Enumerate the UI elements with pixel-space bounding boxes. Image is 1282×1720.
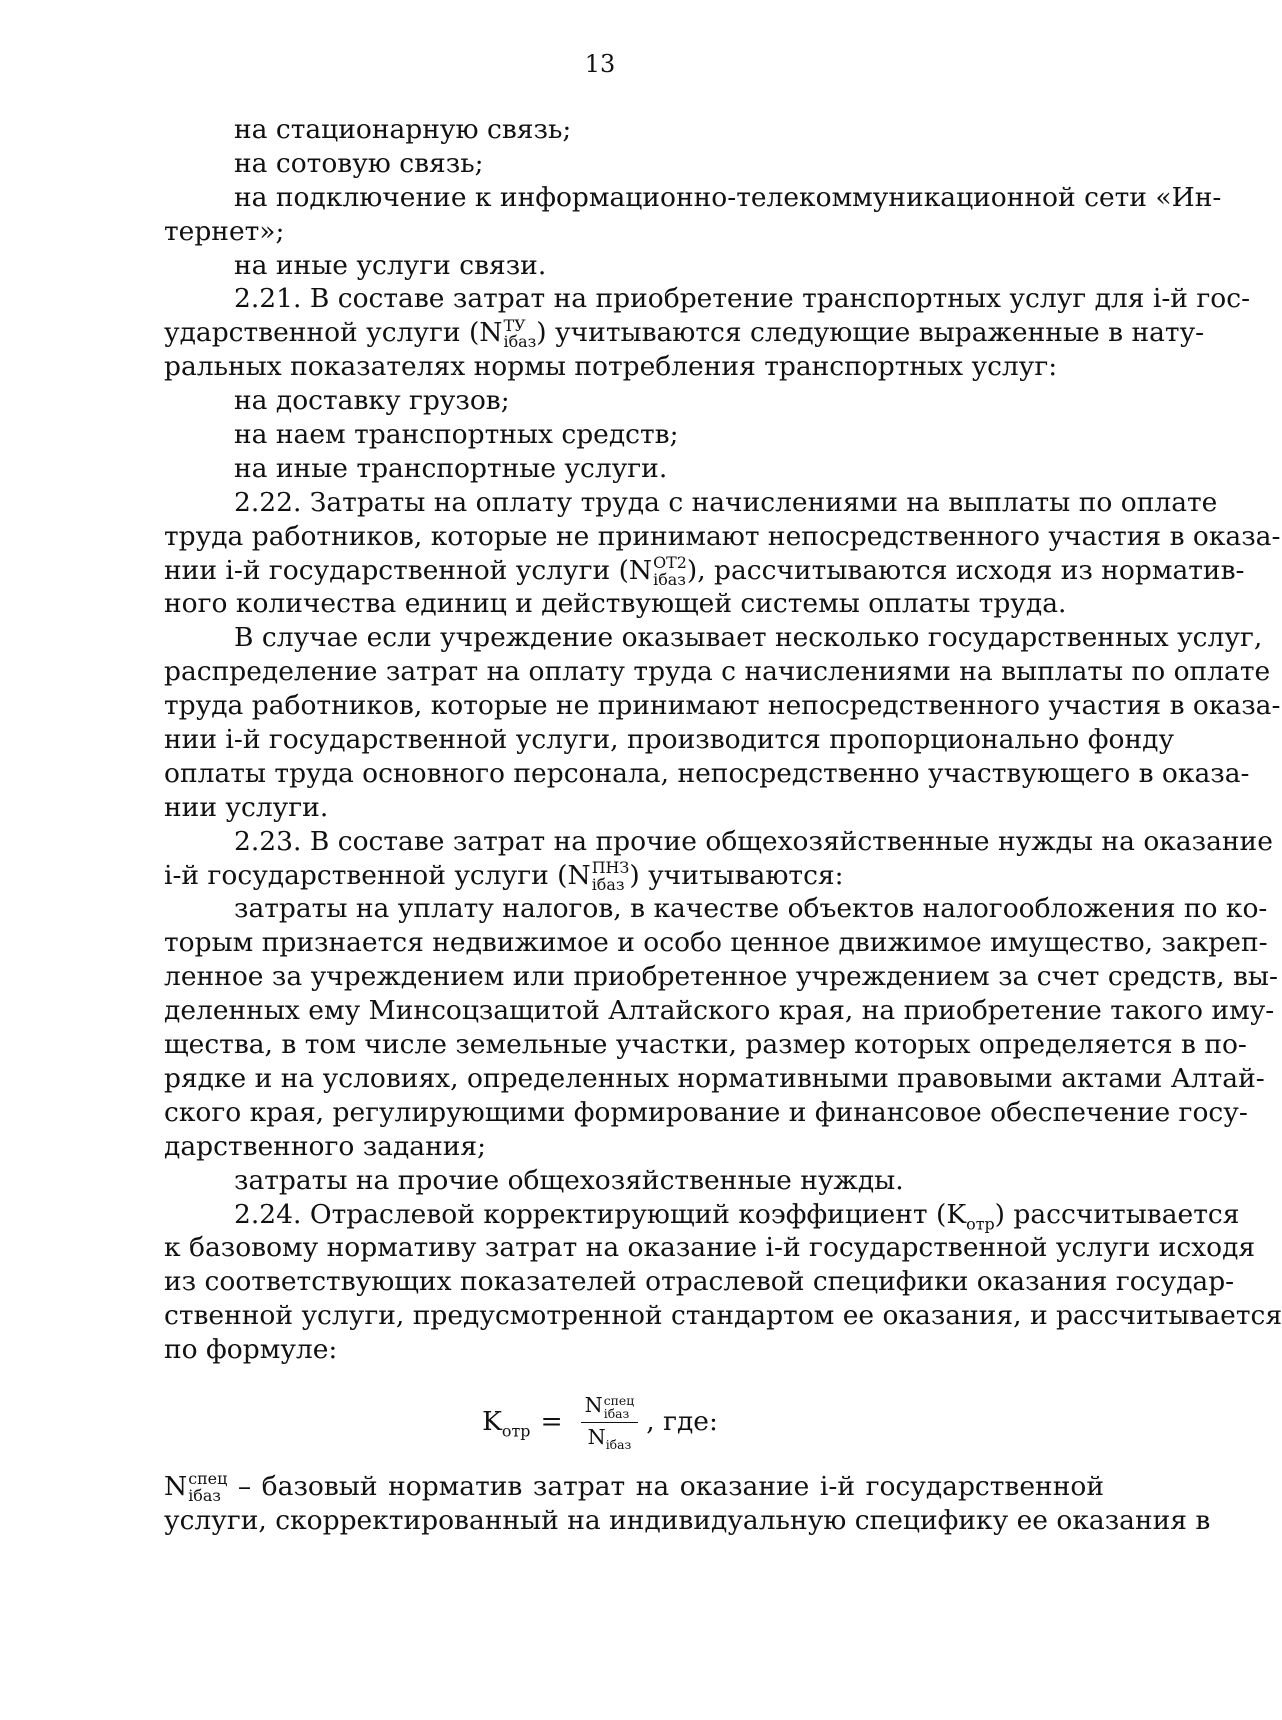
- text-line: труда работников, которые не принимают непосредственного участия в оказа-: [164, 690, 1281, 722]
- text-line: оплаты труда основного персонала, непосредственно участвующего в оказа-: [164, 757, 1250, 789]
- page-number: 13: [584, 50, 616, 78]
- text-line: ского края, регулирующими формирование и финансовое обеспечение госу-: [164, 1096, 1248, 1128]
- text-line: на иные услуги связи.: [234, 249, 547, 281]
- text-line: на сотовую связь;: [234, 147, 484, 179]
- text-line: на наем транспортных средств;: [234, 419, 679, 451]
- text-line: на иные транспортные услуги.: [234, 452, 668, 484]
- formula-numerator: N спец iбаз: [581, 1393, 639, 1423]
- formula-lhs: $K_{отр}$: [482, 1405, 531, 1440]
- text-line: нии i-й государственной услуги, производится пропорционально фонду: [164, 724, 1175, 756]
- text-line: В случае если учреждение оказывает несколько государственных услуг,: [234, 622, 1263, 654]
- text-line: на подключение к информационно-телекоммуникационной сети «Ин-: [234, 181, 1222, 213]
- definition-line-2: услуги, скорректированный на индивидуальную специфику ее оказания в: [164, 1504, 1211, 1536]
- text-line: тернет»;: [164, 215, 285, 247]
- formula-tail: , где:: [646, 1405, 718, 1437]
- formula-k-otr: [0, 1378, 1200, 1464]
- text-line: затраты на прочие общехозяйственные нужды.: [234, 1164, 904, 1196]
- text-line: нии i-й государственной услуги (N ОТ2 iбаз ), рассчитываются исходя из норматив-: [164, 552, 1245, 589]
- text-line: ленное за учреждением или приобретенное учреждением за счет средств, вы-: [164, 961, 1278, 993]
- text-line: на стационарную связь;: [234, 114, 572, 145]
- text-line: 2.22. Затраты на оплату труда с начислениями на выплаты по оплате: [234, 486, 1218, 518]
- text-line: ударственной услуги (N ТУ iбаз ) учитываются следующие выраженные в нату-: [164, 315, 1205, 352]
- definition-block: [164, 1469, 1211, 1538]
- formula-fraction: [581, 1392, 639, 1452]
- text-line: торым признается недвижимое и особо ценное движимое имущество, закреп-: [164, 927, 1268, 959]
- text-line: 2.23. В составе затрат на прочие общехозяйственные нужды на оказание: [234, 825, 1273, 857]
- text-line: ральных показателях нормы потребления транспортных услуг:: [164, 351, 1058, 383]
- text-line: ственной услуги, предусмотренной стандартом ее оказания, и рассчитывается: [164, 1300, 1282, 1332]
- text-line: дарственного задания;: [164, 1130, 487, 1162]
- text-line: ного количества единиц и действующей системы оплаты труда.: [164, 588, 1067, 620]
- formula-equals: =: [540, 1405, 563, 1437]
- definition-line-1: N спец iбаз – базовый норматив затрат на оказание i-й государственной: [164, 1469, 1104, 1505]
- text-line: труда работников, которые не принимают непосредственного участия в оказа-: [164, 520, 1281, 552]
- text-line: деленных ему Минсоцзащитой Алтайского края, на приобретение такого иму-: [164, 995, 1275, 1027]
- text-line: к базовому нормативу затрат на оказание i-й государственной услуги исходя: [164, 1232, 1256, 1264]
- text-line: щества, в том числе земельные участки, размер которых определяется в по-: [164, 1029, 1247, 1061]
- document-body: [164, 113, 1282, 1367]
- text-line: из соответствующих показателей отраслевой специфики оказания государ-: [164, 1266, 1235, 1298]
- text-line: нии услуги.: [164, 791, 329, 823]
- text-line: 2.21. В составе затрат на приобретение транспортных услуг для i-й гос-: [234, 283, 1251, 315]
- text-line: на доставку грузов;: [234, 385, 510, 417]
- text-line: 2.24. Отраслевой корректирующий коэффициент $(K_{отр})$ рассчитывается: [234, 1198, 1240, 1233]
- text-line: распределение затрат на оплату труда с начислениями на выплаты по оплате: [164, 656, 1271, 688]
- text-line: i-й государственной услуги (N ПНЗ iбаз ) учитываются:: [164, 857, 844, 894]
- text-line: рядке и на условиях, определенных нормативными правовыми актами Алтай-: [164, 1062, 1265, 1094]
- text-line: затраты на уплату налогов, в качестве объектов налогообложения по ко-: [234, 893, 1268, 925]
- definition-symbol: N спец iбаз: [164, 1469, 228, 1505]
- text-line: по формуле:: [164, 1334, 338, 1366]
- formula-denominator: $N_{iбаз}$: [587, 1424, 632, 1452]
